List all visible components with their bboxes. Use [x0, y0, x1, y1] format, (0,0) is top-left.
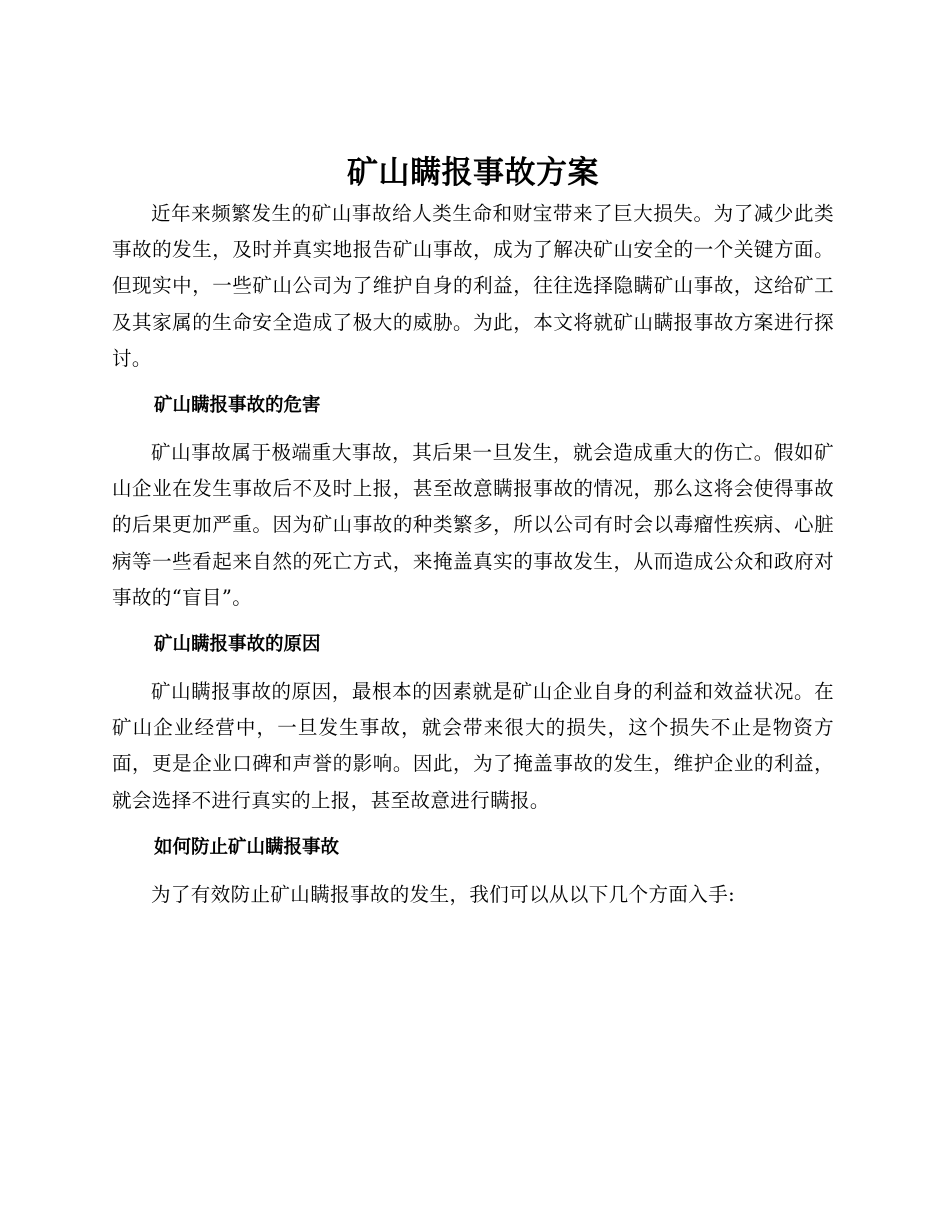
section-heading-causes: 矿山瞒报事故的原因: [154, 634, 321, 656]
document-title: 矿山瞒报事故方案: [347, 155, 599, 191]
intro-paragraph: 近年来频繁发生的矿山事故给人类生命和财宝带来了巨大损失。为了减少此类事故的发生，及时并真实地报告矿山事故，成为了解决矿山安全的一个关键方面。但现实中，一些矿山公司为了维护自身的利益，往往选择隐瞒矿山事故，这给矿工及其家属的生命安全造成了极大的威胁。为此，本文将就矿山瞒报事故方案进行探讨。: [112, 202, 834, 370]
section-heading-prevention: 如何防止矿山瞒报事故: [154, 836, 340, 858]
section-paragraph-harm: 矿山事故属于极端重大事故，其后果一旦发生，就会造成重大的伤亡。假如矿山企业在发生事故后不及时上报，甚至故意瞒报事故的情况，那么这将会使得事故的后果更加严重。因为矿山事故的种类繁多，所以公司有时会以毒瘤性疾病、心脏病等一些看起来自然的死亡方式，来掩盖真实的事故发生，从而造成公众和政府对事故的“盲目”。: [112, 441, 834, 609]
section-paragraph-prevention: 为了有效防止矿山瞒报事故的发生，我们可以从以下几个方面入手:: [151, 882, 736, 906]
section-heading-harm: 矿山瞒报事故的危害: [154, 395, 321, 417]
section-paragraph-causes: 矿山瞒报事故的原因，最根本的因素就是矿山企业自身的利益和效益状况。在矿山企业经营中，一旦发生事故，就会带来很大的损失，这个损失不止是物资方面，更是企业口碑和声誉的影响。因此，为了掩盖事故的发生，维护企业的利益，就会选择不进行真实的上报，甚至故意进行瞒报。: [112, 680, 834, 812]
document-body: [112, 150, 834, 913]
